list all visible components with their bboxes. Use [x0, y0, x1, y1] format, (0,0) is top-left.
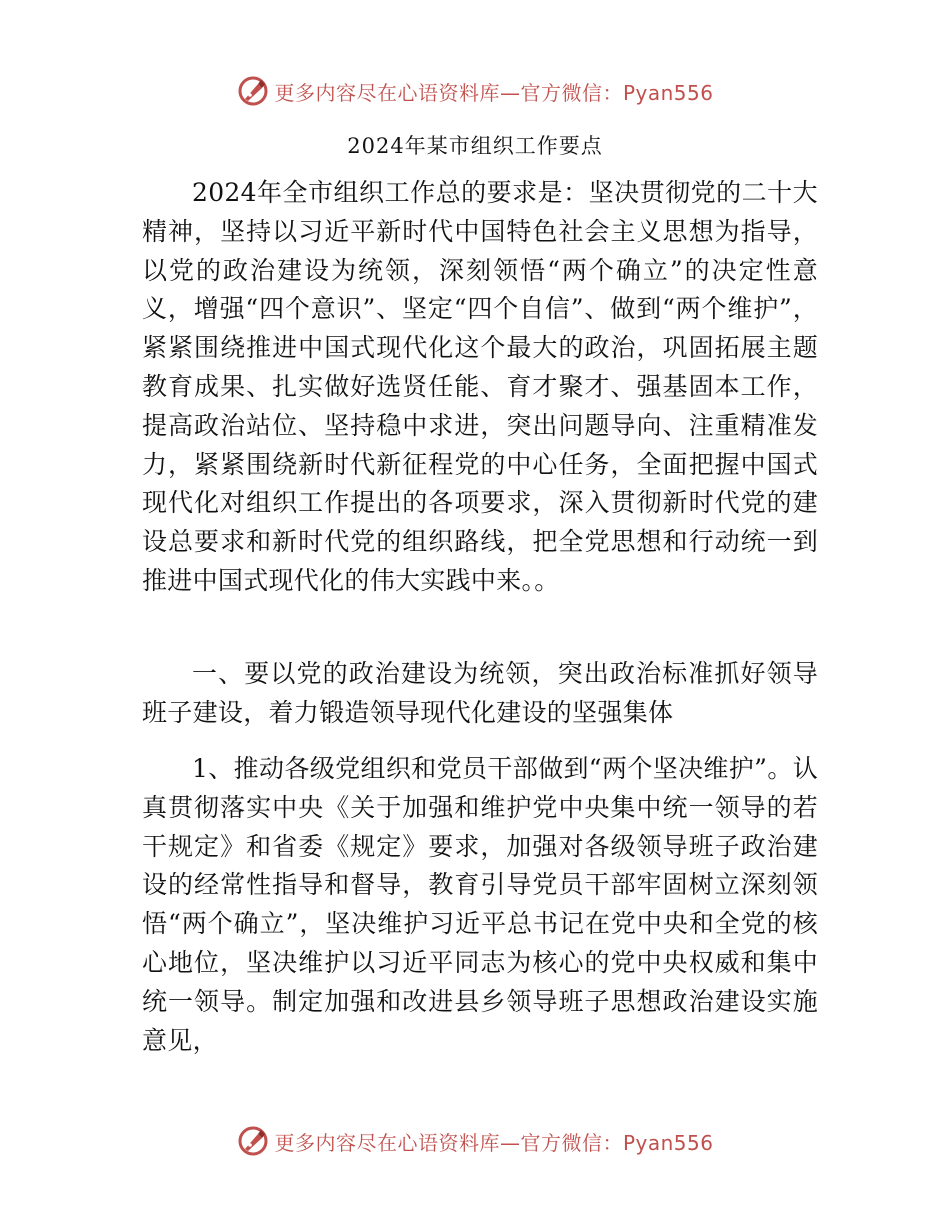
header-banner-text: 更多内容尽在心语资料库—官方微信：Pyan556 — [274, 80, 714, 105]
footer-banner-text: 更多内容尽在心语资料库—官方微信：Pyan556 — [274, 1130, 714, 1155]
paragraph-overall-requirements: 2024年全市组织工作总的要求是：坚决贯彻党的二十大精神，坚持以习近平新时代中国特色社会主义思想为指导，以党的政治建设为统领，深刻领悟“两个确立”的决定性意义，增强“四个意识”、坚定“四个自信”、做到“两个维护”，紧紧围绕推进中国式现代化这个最大的政治，巩固拓展主题教育成果、扎实做好选贤任能、育才聚才、强基固本工作，提高政治站位、坚持稳中求进，突出问题导向、注重精准发力，紧紧围绕新时代新征程党的中心任务，全面把握中国式现代化对组织工作提出的各项要求，深入贯彻新时代党的建设总要求和新时代党的组织路线，把全党思想和行动统一到推进中国式现代化的伟大实践中来。。 — [142, 178, 818, 595]
section-heading-1: 一、要以党的政治建设为统领，突出政治标准抓好领导班子建设，着力锻造领导现代化建设的坚强集体 — [142, 659, 818, 727]
pen-nib-logo-icon — [236, 1124, 270, 1158]
header-banner — [0, 71, 950, 111]
footer-banner — [0, 1121, 950, 1161]
paragraph-item-1: 1、推动各级党组织和党员干部做到“两个坚决维护”。认真贯彻落实中央《关于加强和维护党中央集中统一领导的若干规定》和省委《规定》要求，加强对各级领导班子政治建设的经常性指导和督导，教育引导党员干部牢固树立深刻领悟“两个确立”，坚决维护习近平总书记在党中央和全党的核心地位，坚决维护以习近平同志为核心的党中央权威和集中统一领导。制定加强和改进县乡领导班子思想政治建设实施意见， — [142, 754, 818, 1055]
document-title: 2024年某市组织工作要点 — [347, 134, 603, 158]
pen-nib-logo-icon — [236, 74, 270, 108]
